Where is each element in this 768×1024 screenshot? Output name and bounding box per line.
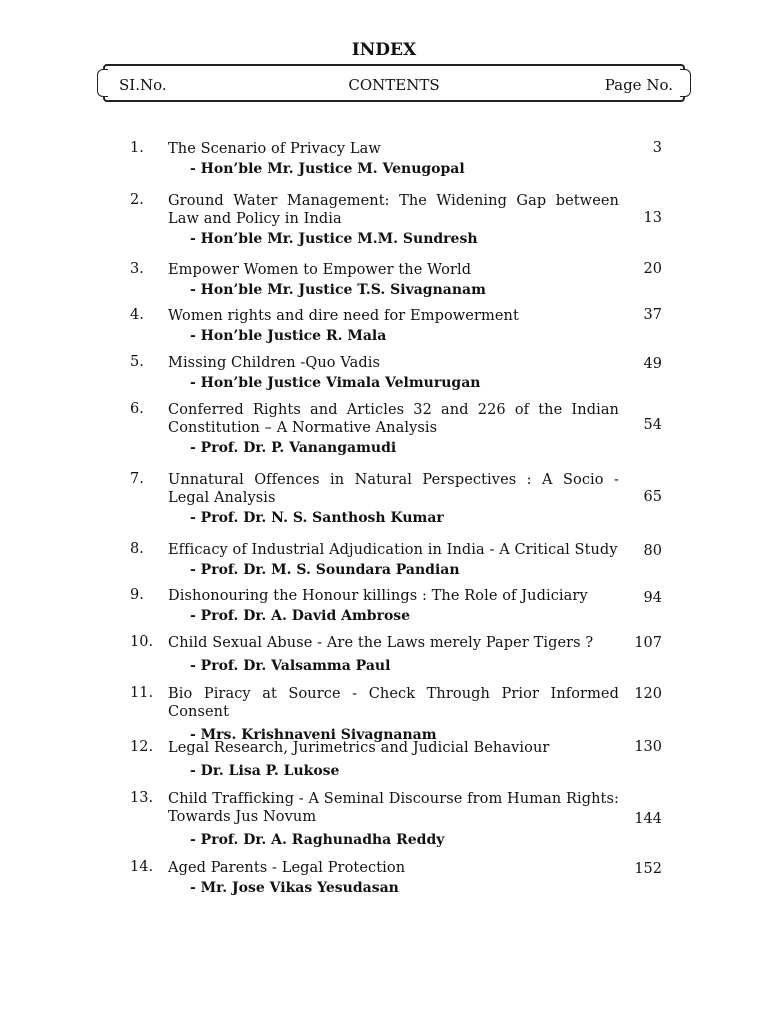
entry-author: - Mrs. Krishnaveni Sivagnanam [190,727,437,743]
entry-author: - Hon’ble Mr. Justice M. Venugopal [190,161,465,177]
entry-title: Missing Children -Quo Vadis [168,355,380,371]
entry-number: 12. [130,739,154,755]
entry-title: Women rights and dire need for Empowerment [168,308,519,324]
entry-title: Bio Piracy at Source - Check Through Prior Informed Consent [168,686,619,720]
entry-title: Empower Women to Empower the World [168,262,472,278]
entry-author: - Hon’ble Justice R. Mala [190,328,387,344]
entry-title: The Scenario of Privacy Law [168,141,381,157]
entry-title: Aged Parents - Legal Protection [168,860,406,876]
entry-author: - Prof. Dr. N. S. Santhosh Kumar [190,510,444,526]
entry-title: Child Trafficking - A Seminal Discourse from Human Rights: Towards Jus Novum [168,791,620,825]
entry-author: - Hon’ble Mr. Justice M.M. Sundresh [190,231,478,247]
entry-number: 3. [130,261,144,277]
entry-number: 9. [130,587,144,603]
entry-page: 3 [652,140,662,156]
entry-page: 49 [643,356,662,372]
entry-number: 8. [130,541,144,557]
entry-page: 144 [634,811,662,827]
entry-number: 2. [130,192,144,208]
entry-page: 152 [634,861,662,877]
entry-author: - Prof. Dr. A. Raghunadha Reddy [190,832,445,848]
entry-page: 94 [643,590,662,606]
entry-title: Child Sexual Abuse - Are the Laws merely Paper Tigers ? [168,635,594,651]
entry-title: Legal Research, Jurimetrics and Judicial Behaviour [168,740,550,756]
entry-author: - Prof. Dr. A. David Ambrose [190,608,411,624]
entry-page: 13 [643,210,662,226]
entry-number: 4. [130,307,144,323]
entry-number: 11. [130,685,154,701]
entry-title: Efficacy of Industrial Adjudication in India - A Critical Study [168,542,618,558]
header-sl-no: SI.No. [119,76,167,94]
entry-page: 65 [643,489,662,505]
page-title: INDEX [351,40,417,60]
entry-author: - Prof. Dr. Valsamma Paul [190,658,391,674]
entry-page: 107 [634,635,662,651]
entry-page: 37 [643,307,662,323]
entry-author: - Hon’ble Mr. Justice T.S. Sivagnanam [190,282,486,298]
entry-page: 54 [643,417,662,433]
entry-author: - Prof. Dr. P. Vanangamudi [190,440,397,456]
header-contents: CONTENTS [348,76,440,94]
entry-title: Conferred Rights and Articles 32 and 226 of the Indian Constitution – A Normative Analysis [168,402,619,436]
entry-number: 7. [130,471,144,487]
entry-title: Ground Water Management: The Widening Gap between Law and Policy in India [168,193,619,227]
entry-author: - Mr. Jose Vikas Yesudasan [190,880,399,896]
entry-title: Dishonouring the Honour killings : The Role of Judiciary [168,588,588,604]
table-header [103,64,685,102]
entry-number: 14. [130,859,154,875]
entry-author: - Hon’ble Justice Vimala Velmurugan [190,375,481,391]
entry-page: 20 [643,261,662,277]
entry-number: 1. [130,140,144,156]
entry-author: - Dr. Lisa P. Lukose [190,763,340,779]
entry-number: 13. [130,790,154,806]
entry-page: 130 [634,739,662,755]
entry-author: - Prof. Dr. M. S. Soundara Pandian [190,562,460,578]
entry-page: 120 [634,686,662,702]
entry-number: 10. [130,634,154,650]
entry-title: Unnatural Offences in Natural Perspectives : A Socio - Legal Analysis [168,472,619,506]
entry-page: 80 [643,543,662,559]
header-page-no: Page No. [604,76,673,94]
entry-number: 6. [130,401,144,417]
entry-number: 5. [130,354,144,370]
